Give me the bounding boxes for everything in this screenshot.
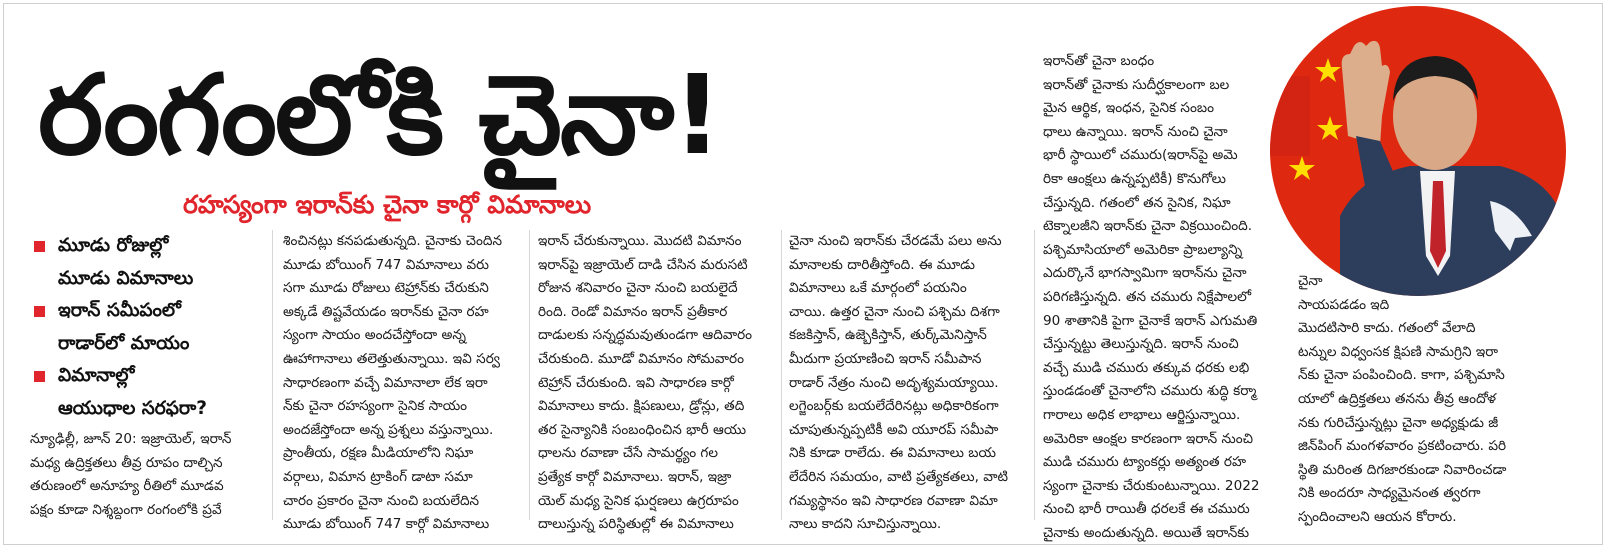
- article-text-line: చేస్తున్నట్టు తెలుస్తున్నది. ఇరాన్ నుంచి: [1043, 336, 1239, 353]
- article-text-line: చారం ప్రకారం చైనా నుంచి బయలేదిన: [283, 492, 480, 509]
- article-text-line: చేరుకుంది. మూడో విమానం సోమవారం: [538, 350, 745, 367]
- article-text-line: పక్షం కూడా నిశ్శబ్దంగా రంగంలోకి ప్రవే: [30, 501, 222, 518]
- article-text-line: విమానాలు ఒకే మార్గంలో పయనిం: [789, 280, 967, 297]
- article-text-line: గారాలు అధిక లాభాలు ఆర్జిస్తున్నాయి.: [1043, 406, 1241, 423]
- article-text-line: యాలో ఉద్రిక్తతలు తనను తీవ్ర ఆందోళ: [1298, 390, 1497, 407]
- article-text-line: ఇరాన్‌పై ఇజ్రాయెల్ దాడి చేసిన మరుసటి: [538, 256, 748, 273]
- highlight-item: మూడు రోజుల్లో: [30, 230, 258, 263]
- article-column-4: [789, 230, 1027, 537]
- article-column-3: [538, 230, 776, 537]
- column-divider: [1034, 230, 1035, 520]
- bullet-square-icon: [34, 306, 45, 317]
- article-text-line: ఎదుర్కొనే భాగస్వామిగా ఇరాన్‌ను చైనా: [1043, 265, 1247, 282]
- portrait-illustration: [1270, 6, 1566, 296]
- article-text-line: ఊహాగానాలు తలెత్తుతున్నాయి. ఇవి సర్వ: [283, 350, 500, 367]
- headline: రంగంలోకి చైనా!: [38, 51, 721, 179]
- article-text-line: పశ్చిమాసియాలో అమెరికా ప్రాబల్యాన్ని: [1043, 241, 1243, 258]
- column-divider: [781, 230, 782, 520]
- article-text-line: న్‌కు చైనా పంపించింది. కాగా, పశ్చిమాసి: [1298, 367, 1505, 384]
- article-text-line: యెల్ మధ్య సైనిక ఘర్షణలు ఉగ్రరూపం: [538, 492, 739, 509]
- article-text-line: ధాలు ఉన్నాయి. ఇరాన్ నుంచి చైనా: [1043, 123, 1228, 140]
- highlight-item: రాడార్‌లో మాయం: [58, 332, 190, 354]
- article-text-line: ప్రాంతీయ, రక్షణ మీడియాలోని నిఘా: [283, 445, 474, 462]
- article-text-line: చూపుతున్నప్పటికీ అవి యూరప్ సమీపా: [789, 421, 999, 438]
- article-text-line: రాడార్ నేత్రం నుంచి అదృశ్యమయ్యాయి.: [789, 374, 999, 391]
- article-text-line: న్యూఢిల్లీ, జూన్ 20: ఇజ్రాయెల్, ఇరాన్: [30, 431, 232, 447]
- bullet-square-icon: [34, 371, 45, 382]
- article-text-line: సాయపడడం ఇది: [1298, 296, 1390, 313]
- highlight-item: ఇరాన్ సమీపంలో: [30, 295, 258, 328]
- article-text-line: ధాలను రవాణా చేసే సామర్థ్యం గల: [538, 445, 718, 462]
- article-text-line: రోజున శనివారం చైనా నుంచి బయలైదే: [538, 280, 738, 297]
- article-text-line: అందజేస్తోందా అన్న ప్రశ్నలు వస్తున్నాయి.: [283, 421, 494, 438]
- article-text-line: పరిగణిస్తున్నది. తన చమురు నిక్షేపాలలో: [1043, 288, 1252, 305]
- article-column-6: [1298, 270, 1573, 530]
- article-text-line: మూడు బోయింగ్ 747 విమానాలు వరు: [283, 256, 489, 273]
- article-text-line: భారీ స్థాయిలో చమురు(ఇరాన్‌పై అమె: [1043, 147, 1238, 164]
- article-text-line: చైనా: [1298, 273, 1323, 289]
- article-text-line: అమెరికా ఆంక్షల కారణంగా ఇరాన్ నుంచి: [1043, 430, 1254, 447]
- article-text-line: స్తుండడంతో చైనాలోని చమురు శుద్ధి కర్మా: [1043, 383, 1257, 400]
- article-text-line: నాలు కాదని సూచిస్తున్నాయి.: [789, 516, 942, 533]
- bullet-square-icon: [34, 241, 45, 252]
- article-text-line: ప్రత్యేక కార్గో విమానాలు. ఇరాన్, ఇజ్రా: [538, 468, 732, 485]
- article-text-line: చైనా నుంచి ఇరాన్‌కు చేరడమే పలు అను: [789, 233, 1002, 249]
- article-text-line: టెక్నాలజీని ఇరాన్‌కు చైనా విక్రయించింది.: [1043, 218, 1253, 235]
- article-text-line: అక్కడే తిష్టవేయడం ఇరాన్‌కు చైనా రహ: [283, 303, 489, 320]
- article-text-line: మీదుగా ప్రయాణించి ఇరాన్ సమీపాన: [789, 350, 982, 367]
- leader-portrait-photo: [1270, 6, 1566, 296]
- article-text-line: స్థితి మరింత దిగజారకుండా నివారించడా: [1298, 461, 1507, 478]
- article-text-line: విమానాలు కాదు. క్షిపణులు, డ్రోన్లు, తది: [538, 398, 745, 415]
- article-text-line: రికా ఆంక్షలు ఉన్నప్పటికీ) కొనుగోలు: [1043, 170, 1226, 187]
- article-text-line: గమ్యస్థానం ఇవి సాధారణ రవాణా విమా: [789, 492, 998, 509]
- article-text-line: నికి అందరూ సాధ్యమైనంత త్వరగా: [1298, 485, 1481, 502]
- highlight-item: మూడు విమానాలు: [58, 267, 194, 289]
- article-text-line: శించినట్లు కనపడుతున్నది. చైనాకు చెందిన: [283, 233, 503, 249]
- article-text-line: లగ్జెంబర్గ్‌కు బయలేదేరినట్లు అధికారికంగా: [789, 398, 999, 415]
- article-text-line: స్యంగా సాయం అందచేస్తోందా అన్న: [283, 327, 466, 344]
- article-text-line: మైన ఆర్థిక, ఇంధన, సైనిక సంబం: [1043, 100, 1214, 117]
- article-text-line: మధ్య ఉద్రిక్తతలు తీవ్ర రూపం దాల్చిన: [30, 454, 223, 471]
- article-text-line: జిన్‌పింగ్ మంగళవారం ప్రకటించారు. పరి: [1298, 438, 1507, 455]
- article-text-line: సగా మూడు రోజులు టెహ్రాన్‌కు చేరుకుని: [283, 280, 489, 297]
- article-text-line: వర్గాలు, విమాన ట్రాకింగ్ డాటా సమా: [283, 468, 473, 485]
- article-text-line: రింది. రెండో విమానం ఇరాన్ ప్రతీకార: [538, 303, 728, 320]
- highlight-item: ఆయుధాల సరఫరా?: [58, 397, 207, 419]
- article-text-line: చాయి. ఉత్తర చైనా నుంచి పశ్చిమ దిశగా: [789, 303, 1000, 320]
- article-text-line: చైనాకు అందుతున్నది. అయితే ఇరాన్‌కు: [1043, 524, 1250, 541]
- article-text-line: స్యంగా చైనాకు చేరుకుంటున్నాయి. 2022: [1043, 477, 1260, 494]
- article-text-line: ముడి చమురు ట్యాంకర్లు అత్యంత రహ: [1043, 454, 1247, 471]
- article-text-line: టన్నుల విధ్వంసక క్షిపణి సామగ్రిని ఇరా: [1298, 343, 1498, 360]
- article-text-line: నుంచి భారీ రాయితీ ధరలకే ఈ చమురు: [1043, 501, 1250, 518]
- article-text-line: తరుణంలో అనూహ్య రీతిలో మూడవ: [30, 478, 224, 495]
- subheadline: రహస్యంగా ఇరాన్‌కు చైనా కార్గో విమానాలు: [183, 190, 592, 219]
- article-text-line: 90 శాతానికి పైగా చైనాకే ఇరాన్ ఎగుమతి: [1043, 312, 1258, 329]
- article-text-line: ఇరాన్‌తో చైనా బంధం: [1043, 53, 1155, 69]
- article-column-2: [283, 230, 521, 537]
- article-text-line: మూడు బోయింగ్ 747 కార్గో విమానాలు: [283, 516, 490, 533]
- article-text-line: టెహ్రాన్ చేరుకుంది. ఇవి సాధారణ కార్గో: [538, 374, 734, 391]
- article-text-line: కజకిస్తాన్, ఉజ్బెకిస్తాన్, తుర్క్‌మెనిస్తాన్: [789, 327, 987, 344]
- article-text-line: లేదేరిన సమయం, వాటి ప్రత్యేకతలు, వాటి: [789, 468, 1008, 485]
- article-text-line: మానాలకు దారితీస్తోంది. ఈ మూడు: [789, 256, 975, 273]
- article-column-1: [30, 428, 263, 522]
- column-divider: [529, 230, 530, 520]
- article-text-line: మొదటిసారి కాదు. గతంలో వేలాది: [1298, 320, 1476, 337]
- article-text-line: ఇరాన్ చేరుకున్నాయి. మొదటి విమానం: [538, 233, 742, 249]
- highlight-item: విమానాల్లో: [30, 360, 258, 393]
- article-text-line: తర సైన్యానికి సంబంధించిన భారీ ఆయు: [538, 421, 747, 438]
- column-divider: [272, 230, 273, 520]
- article-text-line: వచ్చే ముడి చమురు తక్కువ ధరకు లభి: [1043, 359, 1250, 376]
- article-text-line: స్పందించాలని ఆయన కోరారు.: [1298, 508, 1457, 525]
- article-text-line: దాడులకు సన్నద్ధమవుతుండగా ఆదివారం: [538, 327, 753, 344]
- highlights-list: [30, 230, 258, 425]
- article-text-line: ఇరాన్‌తో చైనాకు సుదీర్ఘకాలంగా బల: [1043, 76, 1230, 93]
- article-column-5: [1043, 50, 1279, 545]
- article-text-line: నికి కూడా రాలేదు. ఈ విమానాలు బయ: [789, 445, 996, 462]
- article-text-line: సాధారణంగా వచ్చే విమానాలా లేక ఇరా: [283, 374, 488, 391]
- article-text-line: దాలుస్తున్న పరిస్థితుల్లో ఈ విమానాలు: [538, 516, 734, 533]
- article-text-line: నకు గురిచేస్తున్నట్లు చైనా అధ్యక్షుడు జీ: [1298, 414, 1499, 431]
- article-text-line: చేస్తున్నది. గతంలో తన సైనిక, నిఘా: [1043, 194, 1231, 211]
- article-text-line: న్‌కు చైనా రహస్యంగా సైనిక సాయం: [283, 398, 468, 415]
